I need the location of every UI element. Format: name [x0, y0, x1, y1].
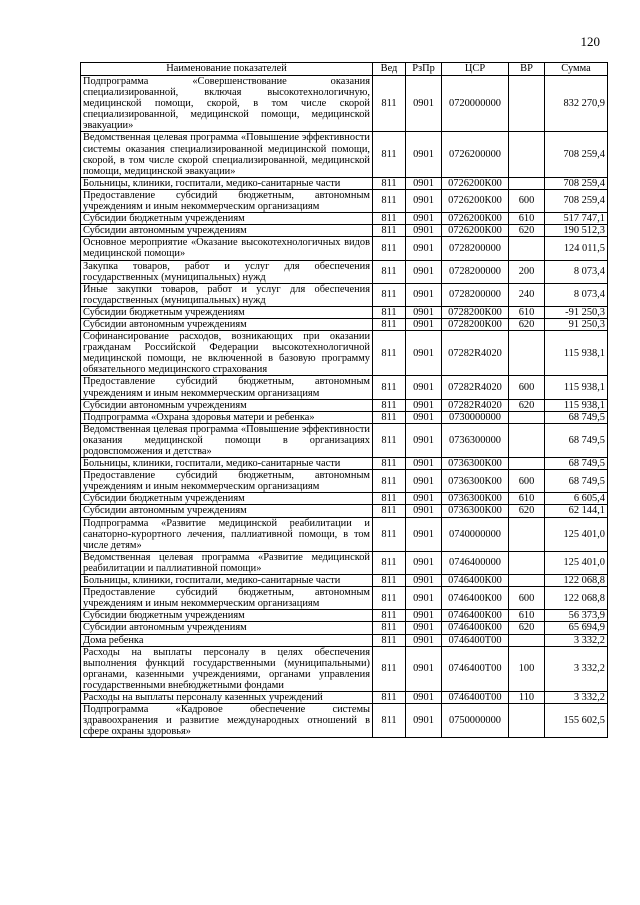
- cell-sum: 68 749,5: [545, 411, 608, 423]
- cell-vr: 100: [509, 646, 545, 691]
- table-row: [81, 189, 608, 212]
- cell-sum: 68 749,5: [545, 423, 608, 457]
- cell-name: Ведомственная целевая программа «Повышение эффективности системы оказания специализированной медицинской помощи, скорой, в том числе скорой специализированной, медицинской помощи, медицинской эвакуации»: [81, 132, 373, 177]
- cell-vr: [509, 704, 545, 738]
- cell-ved: 811: [373, 691, 406, 703]
- cell-rzpr: 0901: [406, 260, 442, 283]
- header-csr: ЦСР: [442, 63, 509, 76]
- cell-vr: 600: [509, 587, 545, 610]
- cell-sum: 115 938,1: [545, 331, 608, 376]
- cell-csr: 0736300000: [442, 423, 509, 457]
- cell-sum: 68 749,5: [545, 458, 608, 470]
- cell-csr: 07282R4020: [442, 376, 509, 399]
- cell-name: Подпрограмма «Совершенствование оказания специализированной, включая высокотехнологичную, медицинской помощи, скорой, в том числе скорой специализированной, медицинской помощи, медицинской эвакуации»: [81, 76, 373, 132]
- cell-rzpr: 0901: [406, 177, 442, 189]
- table-row: [81, 646, 608, 691]
- table-row: [81, 704, 608, 738]
- cell-vr: 600: [509, 376, 545, 399]
- cell-vr: [509, 331, 545, 376]
- cell-ved: 811: [373, 634, 406, 646]
- cell-ved: 811: [373, 376, 406, 399]
- cell-rzpr: 0901: [406, 283, 442, 306]
- cell-csr: 0726200000: [442, 132, 509, 177]
- cell-rzpr: 0901: [406, 213, 442, 225]
- cell-sum: 56 373,9: [545, 610, 608, 622]
- cell-csr: 0736300К00: [442, 458, 509, 470]
- cell-rzpr: 0901: [406, 132, 442, 177]
- cell-name: Ведомственная целевая программа «Развитие медицинской реабилитации и паллиативной помощи»: [81, 551, 373, 574]
- cell-csr: 07282R4020: [442, 399, 509, 411]
- table-row: [81, 423, 608, 457]
- header-vr: ВР: [509, 63, 545, 76]
- cell-name: Больницы, клиники, госпитали, медико-санитарные части: [81, 458, 373, 470]
- cell-sum: 122 068,8: [545, 575, 608, 587]
- cell-name: Софинансирование расходов, возникающих при оказании гражданам Российской Федерации высокотехнологичной медицинской помощи, не включенной в базовую программу обязательного медицинского страхования: [81, 331, 373, 376]
- cell-csr: 0726200К00: [442, 213, 509, 225]
- cell-sum: 65 694,9: [545, 622, 608, 634]
- cell-name: Субсидии автономным учреждениям: [81, 622, 373, 634]
- cell-rzpr: 0901: [406, 704, 442, 738]
- cell-ved: 811: [373, 505, 406, 517]
- cell-sum: 832 270,9: [545, 76, 608, 132]
- cell-rzpr: 0901: [406, 505, 442, 517]
- table-row: [81, 691, 608, 703]
- cell-rzpr: 0901: [406, 622, 442, 634]
- cell-csr: 0746400000: [442, 551, 509, 574]
- cell-sum: 8 073,4: [545, 283, 608, 306]
- table-row: [81, 213, 608, 225]
- cell-sum: -91 250,3: [545, 306, 608, 318]
- cell-ved: 811: [373, 411, 406, 423]
- table-row: [81, 634, 608, 646]
- cell-name: Предоставление субсидий бюджетным, автономным учреждениям и иным некоммерческим организациям: [81, 376, 373, 399]
- table-row: [81, 376, 608, 399]
- cell-ved: 811: [373, 189, 406, 212]
- table-row: [81, 622, 608, 634]
- cell-ved: 811: [373, 76, 406, 132]
- table-row: [81, 505, 608, 517]
- cell-rzpr: 0901: [406, 551, 442, 574]
- cell-sum: 155 602,5: [545, 704, 608, 738]
- table-row: [81, 237, 608, 260]
- cell-name: Закупка товаров, работ и услуг для обеспечения государственных (муниципальных) нужд: [81, 260, 373, 283]
- cell-vr: 600: [509, 470, 545, 493]
- cell-ved: 811: [373, 260, 406, 283]
- page-number: 120: [580, 34, 600, 49]
- cell-name: Предоставление субсидий бюджетным, автономным учреждениям и иным некоммерческим организациям: [81, 470, 373, 493]
- cell-csr: 0746400К00: [442, 587, 509, 610]
- cell-ved: 811: [373, 399, 406, 411]
- cell-ved: 811: [373, 470, 406, 493]
- cell-vr: [509, 423, 545, 457]
- cell-ved: 811: [373, 423, 406, 457]
- cell-rzpr: 0901: [406, 575, 442, 587]
- cell-csr: 0746400Т00: [442, 646, 509, 691]
- cell-rzpr: 0901: [406, 610, 442, 622]
- cell-vr: 620: [509, 225, 545, 237]
- table-row: [81, 470, 608, 493]
- cell-ved: 811: [373, 646, 406, 691]
- header-rzpr: РзПр: [406, 63, 442, 76]
- cell-ved: 811: [373, 283, 406, 306]
- cell-vr: [509, 634, 545, 646]
- cell-csr: 0728200000: [442, 260, 509, 283]
- cell-sum: 708 259,4: [545, 189, 608, 212]
- cell-sum: 3 332,2: [545, 634, 608, 646]
- cell-name: Предоставление субсидий бюджетным, автономным учреждениям и иным некоммерческим организациям: [81, 189, 373, 212]
- cell-name: Субсидии бюджетным учреждениям: [81, 610, 373, 622]
- cell-rzpr: 0901: [406, 470, 442, 493]
- cell-ved: 811: [373, 225, 406, 237]
- cell-csr: 0746400К00: [442, 622, 509, 634]
- cell-rzpr: 0901: [406, 458, 442, 470]
- cell-ved: 811: [373, 458, 406, 470]
- cell-vr: [509, 237, 545, 260]
- cell-name: Субсидии автономным учреждениям: [81, 399, 373, 411]
- cell-vr: 110: [509, 691, 545, 703]
- cell-vr: 620: [509, 399, 545, 411]
- cell-csr: 0726200К00: [442, 189, 509, 212]
- cell-sum: 122 068,8: [545, 587, 608, 610]
- cell-ved: 811: [373, 306, 406, 318]
- cell-ved: 811: [373, 587, 406, 610]
- cell-vr: [509, 551, 545, 574]
- table-row: [81, 587, 608, 610]
- header-ved: Вед: [373, 63, 406, 76]
- cell-csr: 0750000000: [442, 704, 509, 738]
- cell-name: Подпрограмма «Охрана здоровья матери и ребенка»: [81, 411, 373, 423]
- cell-ved: 811: [373, 610, 406, 622]
- cell-csr: 0736300К00: [442, 493, 509, 505]
- table-row: [81, 76, 608, 132]
- cell-csr: 0746400К00: [442, 575, 509, 587]
- cell-vr: [509, 411, 545, 423]
- cell-csr: 0730000000: [442, 411, 509, 423]
- cell-vr: [509, 458, 545, 470]
- cell-ved: 811: [373, 704, 406, 738]
- cell-csr: 0728200000: [442, 283, 509, 306]
- cell-rzpr: 0901: [406, 587, 442, 610]
- table-row: [81, 458, 608, 470]
- table-row: [81, 318, 608, 330]
- table-row: [81, 610, 608, 622]
- cell-rzpr: 0901: [406, 376, 442, 399]
- cell-vr: 620: [509, 622, 545, 634]
- cell-name: Субсидии автономным учреждениям: [81, 318, 373, 330]
- cell-name: Расходы на выплаты персоналу в целях обеспечения выполнения функций государственными (муниципальными) органами, казенными учреждениями, органами управления государственными внебюджетными фондами: [81, 646, 373, 691]
- cell-name: Основное мероприятие «Оказание высокотехнологичных видов медицинской помощи»: [81, 237, 373, 260]
- cell-ved: 811: [373, 517, 406, 551]
- cell-sum: 3 332,2: [545, 646, 608, 691]
- cell-ved: 811: [373, 318, 406, 330]
- cell-ved: 811: [373, 237, 406, 260]
- cell-csr: 07282R4020: [442, 331, 509, 376]
- table-row: [81, 575, 608, 587]
- cell-csr: 0746400Т00: [442, 691, 509, 703]
- cell-sum: 125 401,0: [545, 551, 608, 574]
- cell-csr: 0736300К00: [442, 505, 509, 517]
- cell-ved: 811: [373, 177, 406, 189]
- cell-name: Предоставление субсидий бюджетным, автономным учреждениям и иным некоммерческим организациям: [81, 587, 373, 610]
- cell-vr: 200: [509, 260, 545, 283]
- cell-vr: [509, 517, 545, 551]
- cell-csr: 0726200К00: [442, 225, 509, 237]
- cell-rzpr: 0901: [406, 237, 442, 260]
- cell-name: Подпрограмма «Кадровое обеспечение системы здравоохранения и развитие международных отношений в сфере охраны здоровья»: [81, 704, 373, 738]
- cell-sum: 125 401,0: [545, 517, 608, 551]
- table-row: [81, 260, 608, 283]
- table-row: [81, 493, 608, 505]
- cell-name: Субсидии автономным учреждениям: [81, 225, 373, 237]
- table-row: [81, 399, 608, 411]
- cell-csr: 0736300К00: [442, 470, 509, 493]
- header-name: Наименование показателей: [81, 63, 373, 76]
- cell-rzpr: 0901: [406, 411, 442, 423]
- cell-rzpr: 0901: [406, 493, 442, 505]
- cell-csr: 0728200К00: [442, 318, 509, 330]
- table-row: [81, 177, 608, 189]
- cell-rzpr: 0901: [406, 646, 442, 691]
- cell-sum: 3 332,2: [545, 691, 608, 703]
- cell-rzpr: 0901: [406, 189, 442, 212]
- cell-csr: 0728200000: [442, 237, 509, 260]
- cell-sum: 115 938,1: [545, 399, 608, 411]
- cell-vr: 620: [509, 318, 545, 330]
- cell-vr: 620: [509, 505, 545, 517]
- cell-sum: 708 259,4: [545, 177, 608, 189]
- cell-sum: 68 749,5: [545, 470, 608, 493]
- cell-ved: 811: [373, 132, 406, 177]
- cell-sum: 62 144,1: [545, 505, 608, 517]
- table-row: [81, 283, 608, 306]
- table-row: [81, 517, 608, 551]
- table-row: [81, 331, 608, 376]
- header-sum: Сумма: [545, 63, 608, 76]
- cell-csr: 0720000000: [442, 76, 509, 132]
- cell-vr: 600: [509, 189, 545, 212]
- cell-rzpr: 0901: [406, 331, 442, 376]
- cell-csr: 0746400К00: [442, 610, 509, 622]
- cell-sum: 517 747,1: [545, 213, 608, 225]
- table-row: [81, 411, 608, 423]
- cell-csr: 0740000000: [442, 517, 509, 551]
- cell-rzpr: 0901: [406, 691, 442, 703]
- cell-sum: 190 512,3: [545, 225, 608, 237]
- cell-vr: 240: [509, 283, 545, 306]
- cell-name: Субсидии бюджетным учреждениям: [81, 213, 373, 225]
- cell-sum: 91 250,3: [545, 318, 608, 330]
- cell-name: Субсидии автономным учреждениям: [81, 505, 373, 517]
- cell-name: Иные закупки товаров, работ и услуг для обеспечения государственных (муниципальных) нужд: [81, 283, 373, 306]
- cell-name: Ведомственная целевая программа «Повышение эффективности оказания медицинской помощи в организациях родовспоможения и детства»: [81, 423, 373, 457]
- cell-vr: [509, 177, 545, 189]
- table-row: [81, 225, 608, 237]
- cell-ved: 811: [373, 493, 406, 505]
- cell-sum: 8 073,4: [545, 260, 608, 283]
- budget-table: [80, 62, 608, 738]
- cell-name: Субсидии бюджетным учреждениям: [81, 306, 373, 318]
- cell-ved: 811: [373, 213, 406, 225]
- cell-rzpr: 0901: [406, 306, 442, 318]
- cell-ved: 811: [373, 575, 406, 587]
- cell-vr: 610: [509, 493, 545, 505]
- cell-name: Больницы, клиники, госпитали, медико-санитарные части: [81, 575, 373, 587]
- cell-sum: 708 259,4: [545, 132, 608, 177]
- cell-name: Расходы на выплаты персоналу казенных учреждений: [81, 691, 373, 703]
- cell-csr: 0728200К00: [442, 306, 509, 318]
- table-row: [81, 306, 608, 318]
- cell-vr: [509, 575, 545, 587]
- cell-rzpr: 0901: [406, 517, 442, 551]
- cell-rzpr: 0901: [406, 225, 442, 237]
- cell-ved: 811: [373, 551, 406, 574]
- cell-name: Дома ребенка: [81, 634, 373, 646]
- cell-vr: 610: [509, 213, 545, 225]
- cell-sum: 6 605,4: [545, 493, 608, 505]
- cell-csr: 0746400Т00: [442, 634, 509, 646]
- cell-vr: 610: [509, 610, 545, 622]
- cell-csr: 0726200К00: [442, 177, 509, 189]
- cell-rzpr: 0901: [406, 423, 442, 457]
- cell-rzpr: 0901: [406, 634, 442, 646]
- cell-sum: 115 938,1: [545, 376, 608, 399]
- cell-vr: 610: [509, 306, 545, 318]
- cell-rzpr: 0901: [406, 76, 442, 132]
- cell-name: Подпрограмма «Развитие медицинской реабилитации и санаторно-курортного лечения, паллиативной помощи, в том числе детям»: [81, 517, 373, 551]
- cell-vr: [509, 132, 545, 177]
- cell-rzpr: 0901: [406, 399, 442, 411]
- cell-sum: 124 011,5: [545, 237, 608, 260]
- cell-ved: 811: [373, 622, 406, 634]
- table-row: [81, 551, 608, 574]
- cell-name: Больницы, клиники, госпитали, медико-санитарные части: [81, 177, 373, 189]
- cell-vr: [509, 76, 545, 132]
- cell-rzpr: 0901: [406, 318, 442, 330]
- cell-name: Субсидии бюджетным учреждениям: [81, 493, 373, 505]
- table-header-row: [81, 63, 608, 76]
- cell-ved: 811: [373, 331, 406, 376]
- table-row: [81, 132, 608, 177]
